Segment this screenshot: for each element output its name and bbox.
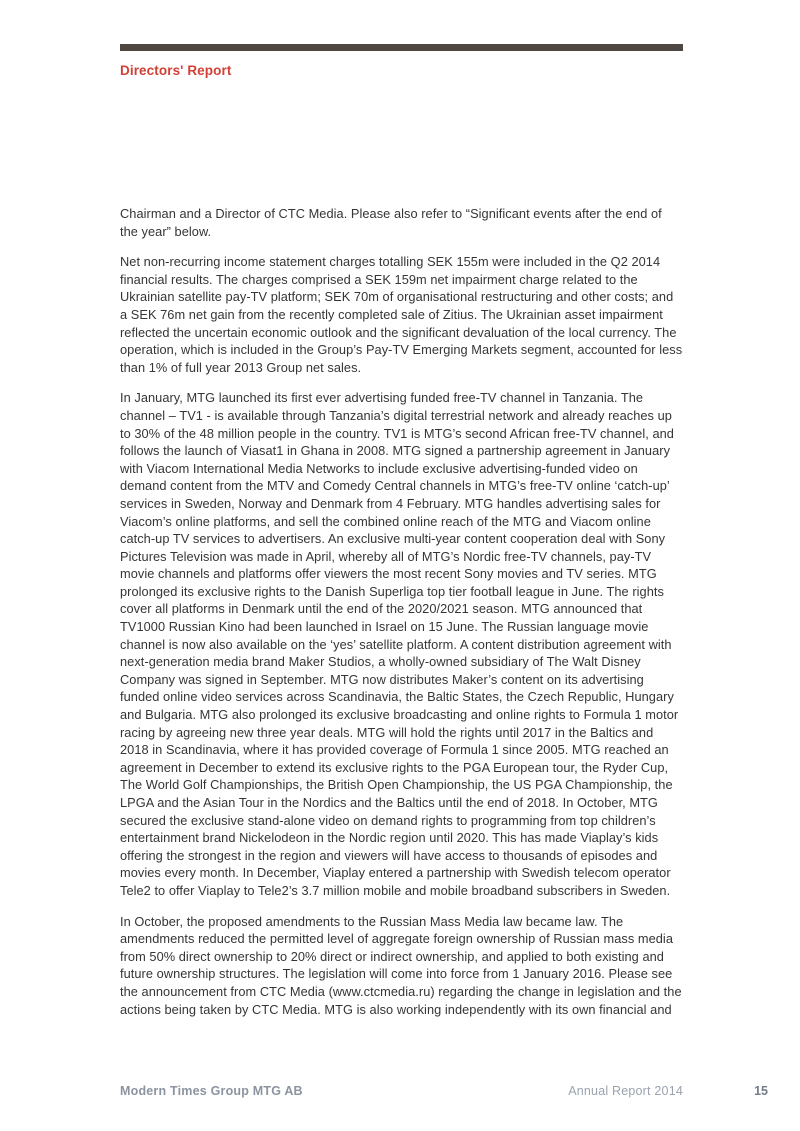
footer-company-name: Modern Times Group MTG AB — [120, 1084, 303, 1098]
paragraph-non-recurring-charges: Net non-recurring income statement charges totalling SEK 155m were included in the Q2 2014 financial results. The charges comprised a SEK 159m net impairment charge related to the Ukrainian satellite pay-TV platform; SEK 70m of organisational restructuring and other costs; and a SEK 76m net gain from the recently completed sale of Zitius. The Ukrainian asset impairment reflected the uncertain economic outlook and the significant devaluation of the local currency. The operation, which is included in the Group’s Pay-TV Emerging Markets segment, accounted for less than 1% of full year 2013 Group net sales. — [120, 254, 683, 375]
footer-report-title: Annual Report 2014 — [568, 1084, 683, 1098]
paragraph-chairman-ctc-media: Chairman and a Director of CTC Media. Please also refer to “Significant events after the end of the year” below. — [120, 206, 662, 239]
body-text — [120, 205, 683, 1031]
paragraph-year-highlights: In January, MTG launched its first ever advertising funded free-TV channel in Tanzania. The channel – TV1 - is available through Tanzania’s digital terrestrial network and already reaches up to 30% of the 48 million people in the country. TV1 is MTG’s second African free-TV channel, and follows the launch of Viasat1 in Ghana in 2008. MTG signed a partnership agreement in January with Viacom International Media Networks to include exclusive advertising-funded video on demand content from the MTV and Comedy Central channels in MTG’s free-TV online ‘catch-up’ services in Sweden, Norway and Denmark from 4 February. MTG handles advertising sales for Viacom’s online platforms, and sell the combined online reach of the MTG and Viacom online catch-up TV services to advertisers. An exclusive multi-year content cooperation deal with Sony Pictures Television was made in April, whereby all of MTG’s Nordic free-TV channels, pay-TV movie channels and platforms offer viewers the most recent Sony movies and TV series. MTG prolonged its exclusive rights to the Danish Superliga top tier football league in June. The rights cover all platforms in Denmark until the end of the 2020/2021 season. MTG announced that TV1000 Russian Kino had been launched in Israel on 15 June. The Russian language movie channel is now also available on the ‘yes’ satellite platform. A content distribution agreement with next-generation media brand Maker Studios, a wholly-owned subsidiary of The Walt Disney Company was signed in September. MTG now distributes Maker’s content on its advertising funded online video services across Scandinavia, the Baltic States, the Czech Republic, Hungary and Bulgaria. MTG also prolonged its exclusive broadcasting and online rights to Formula 1 motor racing by agreeing new three year deals. MTG will hold the rights until 2017 in the Baltics and 2018 in Scandinavia, where it has provided coverage of Formula 1 since 2005. MTG reached an agreement in December to extend its exclusive rights to the PGA European tour, the Ryder Cup, The World Golf Championships, the British Open Championship, the US PGA Championship, the LPGA and the Asian Tour in the Nordics and the Baltics until the end of 2018. In October, MTG secured the exclusive stand-alone video on demand rights to programming from top children’s entertainment brand Nickelodeon in the Nordic region until 2020. This has made Viaplay’s kids offering the strongest in the region and viewers will have access to thousands of episodes and movies every month. In December, Viaplay entered a partnership with Swedish telecom operator Tele2 to offer Viaplay to Tele2’s 3.7 million mobile and mobile broadband subscribers in Sweden. — [120, 390, 679, 898]
section-title: Directors' Report — [120, 63, 232, 78]
page-number: 15 — [754, 1084, 768, 1098]
paragraph-russian-mass-media-law: In October, the proposed amendments to the Russian Mass Media law became law. The amendments reduced the permitted level of aggregate foreign ownership of Russian mass media from 50% direct ownership to 20% direct or indirect ownership, and applied to both existing and future ownership structures. The legislation will come into force from 1 January 2016. Please see the announcement from CTC Media (www.ctcmedia.ru) regarding the change in legislation and the actions being taken by CTC Media. MTG is also working independently with its own financial and — [120, 913, 682, 1017]
header-rule-divider — [120, 44, 683, 51]
